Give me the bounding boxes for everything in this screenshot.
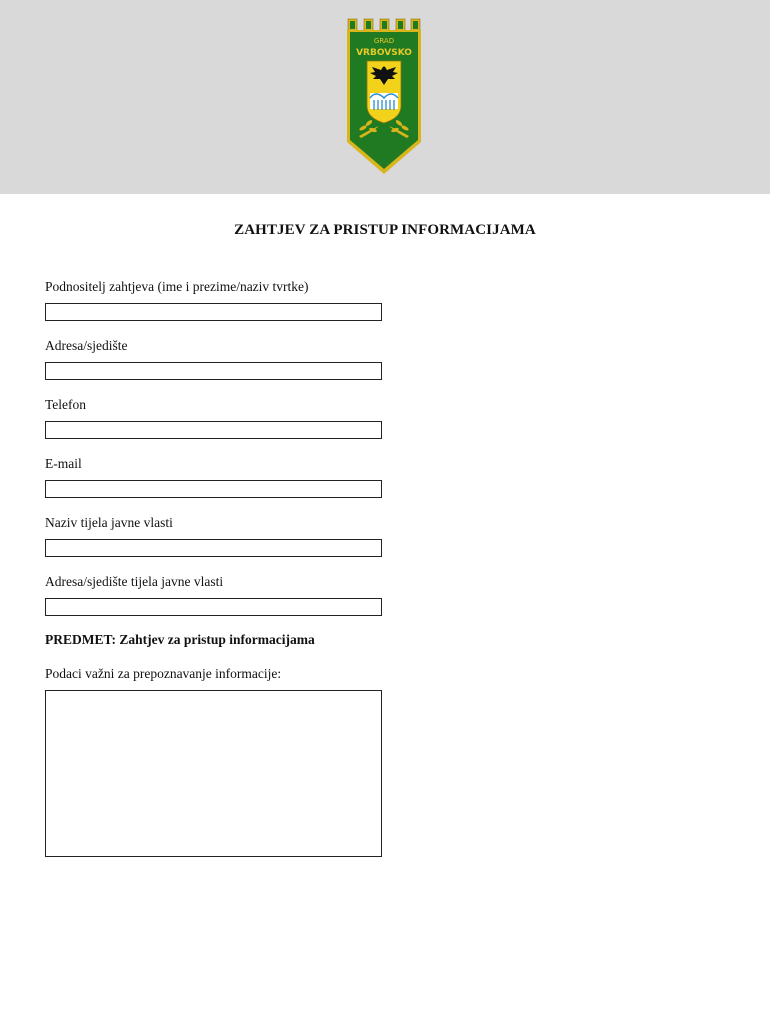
address-input[interactable] (45, 362, 382, 380)
applicant-name-input[interactable] (45, 303, 382, 321)
emblem-name-text: VRBOVSKO (356, 48, 412, 58)
header-band (0, 0, 770, 194)
authority-name-input[interactable] (45, 539, 382, 557)
details-textarea[interactable] (45, 690, 382, 857)
form-title: ZAHTJEV ZA PRISTUP INFORMACIJAMA (234, 222, 536, 238)
label-authority-address: Adresa/sjedište tijela javne vlasti (45, 574, 224, 589)
label-authority-name: Naziv tijela javne vlasti (45, 515, 173, 530)
label-details: Podaci važni za prepoznavanje informacije: (45, 666, 282, 681)
emblem-top-text: GRAD (373, 37, 395, 45)
subject-heading: PREDMET: Zahtjev za pristup informacijama (45, 632, 315, 647)
label-email: E-mail (45, 456, 82, 471)
email-input[interactable] (45, 480, 382, 498)
city-emblem-banner (345, 18, 423, 176)
label-applicant: Podnositelj zahtjeva (ime i prezime/naziv tvrtke) (45, 279, 309, 294)
phone-input[interactable] (45, 421, 382, 439)
label-phone: Telefon (45, 397, 87, 412)
authority-address-input[interactable] (45, 598, 382, 616)
label-address: Adresa/sjedište (45, 338, 128, 353)
